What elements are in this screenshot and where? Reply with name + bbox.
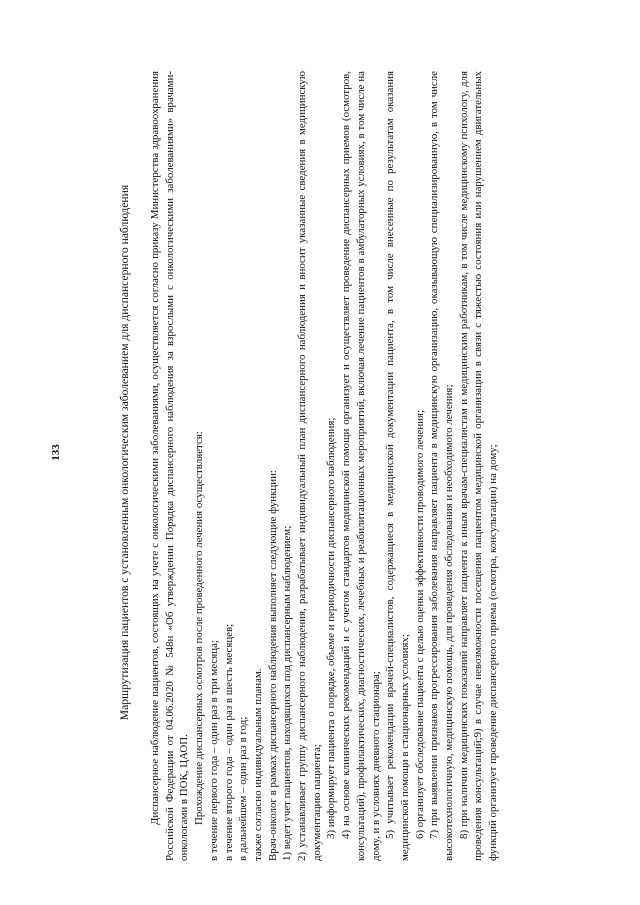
paragraph: Диспансерное наблюдение пациентов, состоящих на учете с онкологическими заболеваниями, осуществляется согласно приказу Министерства здравоохранения Российской Федерации от 04.06.2020 № 548н «Об утверждении Порядка диспансерного наблюдения за взрослыми с онкологическими заболеваниями» врачами-онкологами в ПОК, ЦАОП. <box>149 71 191 861</box>
list-item: также согласно индивидуальным планам. <box>251 668 264 861</box>
list-item: в течение первого года – один раз в три месяца; <box>207 640 220 861</box>
list-item: в течение второго года – один раз в шесть месяцев; <box>222 623 235 861</box>
page-number: 133 <box>50 444 62 461</box>
list-item: 2) устанавливает группу диспансерного наблюдения, разрабатывает индивидуальный план диспансерного наблюдения и вносит указанные сведения в медицинскую документацию пациента; <box>296 71 323 861</box>
list-item: 1) ведет учет пациентов, находящихся под диспансерным наблюдением; <box>281 525 294 861</box>
document-body <box>148 71 501 861</box>
list-item: 4) на основе клинических рекомендаций и с учетом стандартов медицинской помощи организует и осуществляет проведение диспансерных приемов (осмотров, консультаций), профилактических, диагностических, лечебных и реабилитационных мероприятий, включая лечение пациентов в амбулаторных условиях, в том числе на дому, и в условиях дневного стационара; <box>340 71 382 861</box>
list-item: в дальнейшем – один раз в год; <box>237 716 250 861</box>
list-item: 6) организует обследование пациента с целью оценки эффективности проводимого лечения; <box>413 409 426 839</box>
document-title: Маршрутизация пациентов с установленным онкологическим заболеванием для диспансерного наблюдения <box>118 184 131 721</box>
list-item: 3) информирует пациента о порядке, объеме и периодичности диспансерного наблюдения; <box>325 417 338 839</box>
list-item: 7) при выявлении признаков прогрессирования заболевания направляет пациента в медицинскую организацию, оказывающую специализированную, в том числе высокотехнологичную, медицинскую помощь, для проведения обследования и необходимого лечения; <box>428 71 456 861</box>
list-item: 8) при наличии медицинских показаний направляет пациента к иным врачам-специалистам и медицинским работникам, в том числе медицинскому психологу, для проведения консультаций;9) в случае невозможности посещения пациентом медицинской организации в связи с тяжестью состояния или нарушением двигательных функций организует проведение диспансерного приема (осмотра, консультации) на дому; <box>457 71 500 861</box>
list-item: 5) учитывает рекомендации врачей-специалистов, содержащиеся в медицинской документации пациента, в том числе внесенные по результатам оказания медицинской помощи в стационарных условиях; <box>384 71 411 861</box>
paragraph: Врач-онколог в рамках диспансерного наблюдения выполняет следующие функции: <box>266 470 279 861</box>
paragraph: Прохождение диспансерных осмотров после проведенного лечения осуществляется: <box>193 431 206 825</box>
